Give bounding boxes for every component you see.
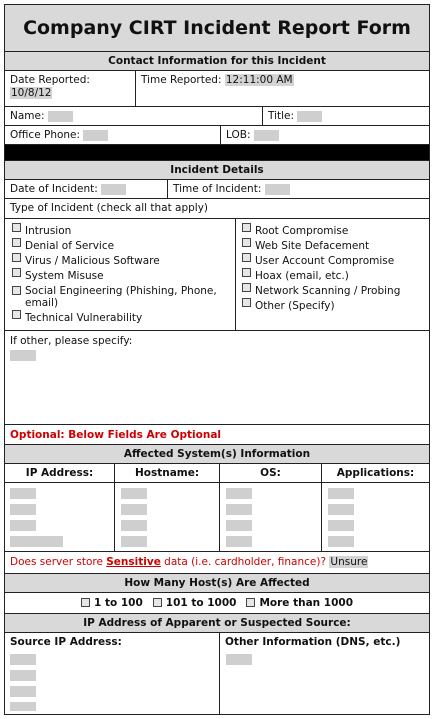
affected-fields (5, 483, 429, 552)
ip-address-column: IP Address: (5, 464, 115, 482)
type-option[interactable]: Virus / Malicious Software (12, 255, 230, 267)
os-column: OS: (220, 464, 322, 482)
type-option[interactable]: Root Compromise (242, 225, 424, 237)
affected-section-header: Affected System(s) Information (5, 445, 429, 464)
time-reported-label: Time Reported: (141, 74, 222, 86)
name-field[interactable] (48, 111, 73, 122)
reported-row (5, 71, 429, 107)
hosts-option[interactable]: More than 1000 (246, 597, 353, 609)
checkbox-icon[interactable] (153, 598, 162, 607)
hostname-field[interactable] (121, 536, 147, 547)
name-label: Name: (10, 110, 45, 122)
type-option[interactable]: System Misuse (12, 270, 230, 282)
time-reported-field[interactable]: 12:11:00 AM (225, 74, 293, 86)
title-cell (263, 107, 429, 125)
checkbox-icon[interactable] (242, 283, 251, 292)
source-other-cell (220, 633, 429, 714)
source-section-header: IP Address of Apparent or Suspected Source: (5, 614, 429, 633)
hostname-column: Hostname: (115, 464, 220, 482)
incident-time-cell (168, 180, 429, 198)
checkbox-icon[interactable] (242, 298, 251, 307)
os-field[interactable] (226, 536, 252, 547)
applications-column: Applications: (336, 467, 415, 479)
sensitive-answer-dropdown[interactable]: Unsure (330, 556, 368, 568)
os-field[interactable] (226, 488, 252, 499)
hostname-field[interactable] (121, 520, 147, 531)
incident-time-label: Time of Incident: (173, 183, 262, 195)
checkbox-icon[interactable] (246, 598, 255, 607)
os-field[interactable] (226, 520, 252, 531)
phone-row (5, 126, 429, 145)
date-reported-cell (5, 71, 136, 106)
source-ip-field[interactable] (10, 702, 36, 711)
source-ip-field[interactable] (10, 654, 36, 665)
hosts-options (5, 593, 429, 614)
checkbox-icon[interactable] (81, 598, 90, 607)
optional-note: Optional: Below Fields Are Optional (5, 425, 429, 445)
office-phone-label: Office Phone: (10, 129, 81, 141)
checkbox-icon[interactable] (242, 238, 251, 247)
hostname-field[interactable] (121, 504, 147, 515)
hostname-fields (115, 483, 220, 551)
source-other-field[interactable] (226, 654, 252, 665)
ip-address-fields (5, 483, 115, 551)
lob-cell (221, 126, 429, 144)
checkbox-icon[interactable] (12, 286, 21, 295)
type-option[interactable]: Intrusion (12, 225, 230, 237)
incident-date-field[interactable] (101, 184, 126, 195)
affected-columns (5, 464, 429, 483)
section-divider (5, 145, 429, 161)
form-title: Company CIRT Incident Report Form (5, 5, 429, 52)
contact-section-header: Contact Information for this Incident (5, 52, 429, 71)
source-fields (5, 633, 429, 714)
incident-date-row (5, 180, 429, 199)
time-reported-cell (136, 71, 429, 106)
title-label: Title: (268, 110, 295, 122)
type-option[interactable]: Web Site Defacement (242, 240, 424, 252)
date-reported-label: Date Reported: (10, 74, 90, 86)
incident-date-label: Date of Incident: (10, 183, 98, 195)
checkbox-icon[interactable] (12, 268, 21, 277)
name-cell (5, 107, 263, 125)
ip-field[interactable] (10, 536, 63, 547)
lob-field[interactable] (254, 130, 279, 141)
application-field[interactable] (328, 488, 354, 499)
application-field[interactable] (328, 504, 354, 515)
application-field[interactable] (328, 520, 354, 531)
source-ip-field[interactable] (10, 686, 36, 697)
office-phone-field[interactable] (83, 130, 108, 141)
type-option[interactable]: Social Engineering (Phishing, Phone, email) (12, 285, 230, 309)
ip-field[interactable] (10, 520, 36, 531)
incident-type-checkboxes (5, 219, 429, 331)
incident-types-left (5, 219, 236, 330)
checkbox-icon[interactable] (12, 223, 21, 232)
type-option[interactable]: User Account Compromise (242, 255, 424, 267)
applications-fields (322, 483, 429, 551)
ip-field[interactable] (10, 488, 36, 499)
type-option[interactable]: Other (Specify) (242, 300, 424, 312)
source-ip-cell (5, 633, 220, 714)
checkbox-icon[interactable] (12, 310, 21, 319)
sensitive-keyword: Sensitive (106, 556, 161, 568)
other-specify-field[interactable] (10, 350, 36, 361)
incident-date-cell (5, 180, 168, 198)
ip-field[interactable] (10, 504, 36, 515)
type-option[interactable]: Network Scanning / Probing (242, 285, 424, 297)
source-ip-field[interactable] (10, 670, 36, 681)
incident-type-label: Type of Incident (check all that apply) (5, 199, 429, 219)
hostname-field[interactable] (121, 488, 147, 499)
incident-section-header: Incident Details (5, 161, 429, 180)
incident-types-right (236, 219, 429, 330)
phone-cell (5, 126, 221, 144)
name-row (5, 107, 429, 126)
type-option[interactable]: Denial of Service (12, 240, 230, 252)
os-field[interactable] (226, 504, 252, 515)
type-option[interactable]: Hoax (email, etc.) (242, 270, 424, 282)
checkbox-icon[interactable] (12, 238, 21, 247)
hosts-option[interactable]: 1 to 100 (81, 597, 143, 609)
source-ip-label: Source IP Address: (10, 636, 122, 648)
checkbox-icon[interactable] (242, 268, 251, 277)
checkbox-icon[interactable] (242, 253, 251, 262)
checkbox-icon[interactable] (242, 223, 251, 232)
title-field[interactable] (297, 111, 322, 122)
checkbox-icon[interactable] (12, 253, 21, 262)
lob-label: LOB: (226, 129, 251, 141)
hosts-option[interactable]: 101 to 1000 (153, 597, 237, 609)
hosts-section-header: How Many Host(s) Are Affected (5, 574, 429, 593)
source-other-label: Other Information (DNS, etc.) (225, 636, 401, 648)
incident-report-form (4, 4, 430, 715)
type-option[interactable]: Technical Vulnerability (12, 312, 230, 324)
other-specify-label: If other, please specify: (10, 335, 133, 347)
incident-time-field[interactable] (265, 184, 290, 195)
application-field[interactable] (328, 536, 354, 547)
sensitive-data-question: Does server store Sensitive data (i.e. cardholder, finance)? Unsure (5, 552, 429, 574)
other-specify-section (5, 331, 429, 425)
date-reported-field[interactable]: 10/8/12 (11, 87, 52, 99)
os-fields (220, 483, 322, 551)
